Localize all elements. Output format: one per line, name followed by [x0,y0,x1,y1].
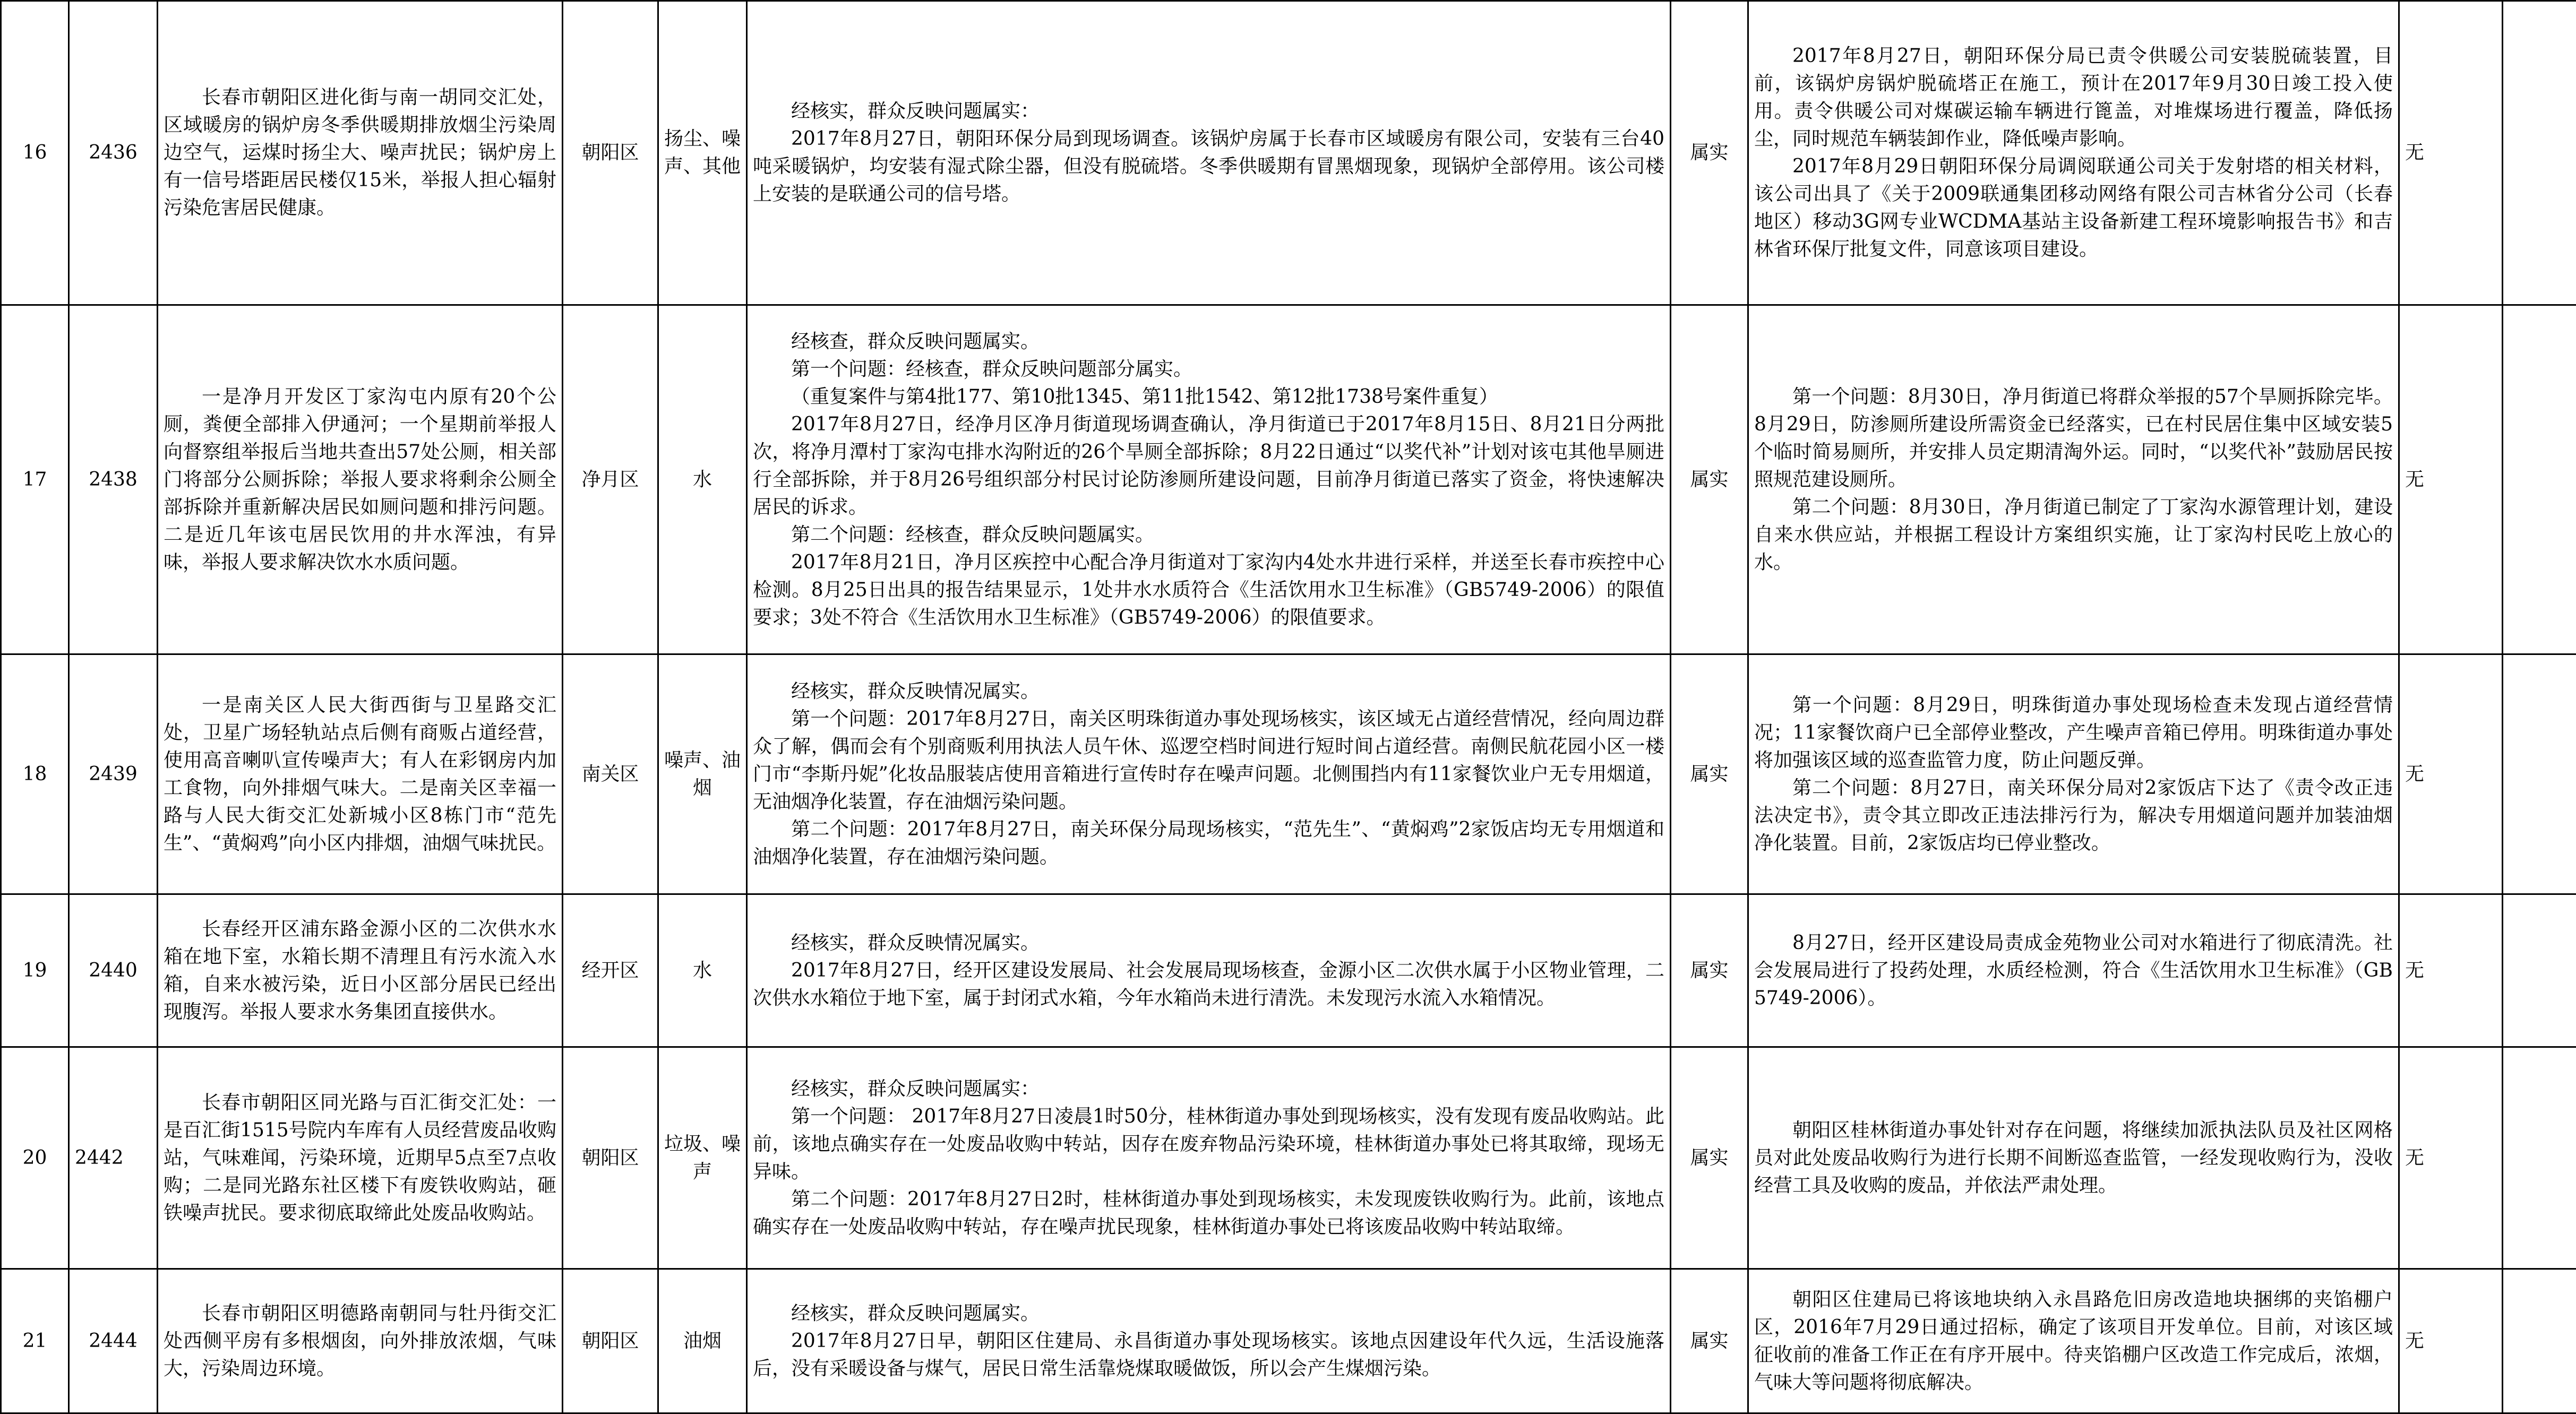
investigation-paragraph: 第二个问题：2017年8月27日，南关环保分局现场核实，“范先生”、“黄焖鸡”2家饭店均无专用烟道和油烟净化装置，存在油烟污染问题。 [753,816,1664,871]
handling-cell [1748,1,2399,305]
investigation-paragraph: 第二个问题：经核查，群众反映问题属实。 [753,521,1664,549]
investigation-paragraph: 2017年8月21日，净月区疾控中心配合净月街道对丁家沟内4处水井进行采样，并送至长春市疾控中心检测。8月25日出具的报告结果显示，1处井水水质符合《生活饮用水卫生标准》（GB5749-2006）的限值要求；3处不符合《生活饮用水卫生标准》（GB5749-2006）的限值要求。 [753,549,1664,632]
table-row [1,1047,2576,1269]
remarks-cell [2503,894,2576,1047]
row-number-cell: 17 [1,305,69,654]
table-row [1,1,2576,305]
investigation-paragraph: 经核实，群众反映情况属实。 [753,929,1664,957]
investigation-cell [747,1269,1671,1413]
complaint-cell [158,1047,563,1269]
complaint-cell [158,1269,563,1413]
case-id-cell: 2444 [69,1269,158,1413]
table-row [1,1269,2576,1413]
handling-cell [1748,1047,2399,1269]
verdict-cell: 属实 [1671,1269,1748,1413]
handling-paragraph: 朝阳区住建局已将该地块纳入永昌路危旧房改造地块捆绑的夹馅棚户区，2016年7月29日通过招标，确定了该项目开发单位。目前，对该区域征收前的准备工作正在有序开展中。待夹馅棚户区改造工作完成后，浓烟，气味大等问题将彻底解决。 [1754,1286,2393,1396]
handling-paragraph: 第一个问题：8月29日，明珠街道办事处现场检查未发现占道经营情况；11家餐饮商户已全部停业整改，产生噪声音箱已停用。明珠街道办事处将加强该区域的巡查监管力度，防止问题反弹。 [1754,692,2393,774]
investigation-cell [747,894,1671,1047]
handling-paragraph: 第二个问题：8月30日，净月街道已制定了丁家沟水源管理计划，建设自来水供应站，并根据工程设计方案组织实施，让丁家沟村民吃上放心的水。 [1754,494,2393,576]
remarks-cell [2503,1047,2576,1269]
complaint-cell [158,1,563,305]
handling-cell [1748,1269,2399,1413]
row-number-cell: 20 [1,1047,69,1269]
complaint-text: 长春市朝阳区同光路与百汇街交汇处：一是百汇街1515号院内车库有人员经营废品收购站，气味难闻，污染环境，近期早5点至7点收购；二是同光路东社区楼下有废铁收购站，砸铁噪声扰民。要求彻底取缔此处废品收购站。 [164,1089,556,1227]
case-id-cell: 2436 [69,1,158,305]
investigation-paragraph: 经核实，群众反映情况属实。 [753,678,1664,705]
investigation-paragraph: （重复案件与第4批177、第10批1345、第11批1542、第12批1738号案件重复） [753,383,1664,411]
table-body [1,1,2576,1413]
handling-cell [1748,305,2399,654]
category-cell: 水 [658,305,747,654]
handling-paragraph: 朝阳区桂林街道办事处针对存在问题，将继续加派执法队员及社区网格员对此处废品收购行为进行长期不间断巡查监管，一经发现收购行为，没收经营工具及收购的废品，并依法严肃处理。 [1754,1117,2393,1200]
handling-paragraph: 第一个问题：8月30日，净月街道已将群众举报的57个旱厕拆除完毕。8月29日，防渗厕所建设所需资金已经落实，已在村民居住集中区域安装5个临时简易厕所，并安排人员定期清淘外运。同时，“以奖代补”鼓励居民按照规范建设厕所。 [1754,383,2393,494]
verdict-cell: 属实 [1671,1,1748,305]
accountability-cell: 无 [2399,1269,2503,1413]
handling-cell [1748,894,2399,1047]
case-id-cell: 2440 [69,894,158,1047]
category-cell: 垃圾、噪声 [658,1047,747,1269]
complaint-text: 长春市朝阳区进化街与南一胡同交汇处，区域暖房的锅炉房冬季供暖期排放烟尘污染周边空气，运煤时扬尘大、噪声扰民；锅炉房上有一信号塔距居民楼仅15米，举报人担心辐射污染危害居民健康。 [164,84,556,222]
investigation-paragraph: 第一个问题：2017年8月27日，南关区明珠街道办事处现场核实，该区域无占道经营情况，经向周边群众了解，偶而会有个别商贩利用执法人员午休、巡逻空档时间进行短时间占道经营。南侧民航花园小区一楼门市“李斯丹妮”化妆品服装店使用音箱进行宣传时存在噪声问题。北侧围挡内有11家餐饮业户无专用烟道，无油烟净化装置，存在油烟污染问题。 [753,705,1664,816]
accountability-cell: 无 [2399,894,2503,1047]
district-cell: 朝阳区 [563,1,658,305]
complaint-text: 一是南关区人民大街西街与卫星路交汇处，卫星广场轻轨站点后侧有商贩占道经营，使用高音喇叭宣传噪声大；有人在彩钢房内加工食物，向外排烟气味大。二是南关区幸福一路与人民大街交汇处新城小区8栋门市“范先生”、“黄焖鸡”向小区内排烟，油烟气味扰民。 [164,692,556,857]
table-row [1,894,2576,1047]
category-cell: 噪声、油烟 [658,654,747,894]
table-row [1,305,2576,654]
verdict-cell: 属实 [1671,654,1748,894]
district-cell: 经开区 [563,894,658,1047]
handling-paragraph: 2017年8月29日朝阳环保分局调阅联通公司关于发射塔的相关材料，该公司出具了《关于2009联通集团移动网络有限公司吉林省分公司（长春地区）移动3G网专业WCDMA基站主设备新建工程环境影响报告书》和吉林省环保厅批复文件，同意该项目建设。 [1754,153,2393,263]
investigation-paragraph: 经核实，群众反映问题属实： [753,98,1664,125]
investigation-paragraph: 2017年8月27日，朝阳环保分局到现场调查。该锅炉房属于长春市区域暖房有限公司，安装有三台40吨采暖锅炉，均安装有湿式除尘器，但没有脱硫塔。冬季供暖期有冒黑烟现象，现锅炉全部停用。该公司楼上安装的是联通公司的信号塔。 [753,125,1664,208]
remarks-cell [2503,1269,2576,1413]
verdict-cell: 属实 [1671,894,1748,1047]
investigation-cell [747,305,1671,654]
district-cell: 南关区 [563,654,658,894]
verdict-cell: 属实 [1671,305,1748,654]
handling-paragraph: 8月27日，经开区建设局责成金苑物业公司对水箱进行了彻底清洗。社会发展局进行了投药处理，水质经检测，符合《生活饮用水卫生标准》（GB5749-2006）。 [1754,929,2393,1012]
investigation-cell [747,1047,1671,1269]
remarks-cell [2503,1,2576,305]
accountability-cell: 无 [2399,1047,2503,1269]
complaint-cell [158,894,563,1047]
handling-paragraph: 2017年8月27日，朝阳环保分局已责令供暖公司安装脱硫装置，目前，该锅炉房锅炉脱硫塔正在施工，预计在2017年9月30日竣工投入使用。责令供暖公司对煤碳运输车辆进行篦盖，对堆煤场进行覆盖，降低扬尘，同时规范车辆装卸作业，降低噪声影响。 [1754,42,2393,153]
investigation-cell [747,654,1671,894]
district-cell: 净月区 [563,305,658,654]
investigation-paragraph: 2017年8月27日早，朝阳区住建局、永昌街道办事处现场核实。该地点因建设年代久远，生活设施落后，没有采暖设备与煤气，居民日常生活靠烧煤取暖做饭，所以会产生煤烟污染。 [753,1327,1664,1383]
accountability-cell: 无 [2399,305,2503,654]
table-row [1,654,2576,894]
case-id-cell: 2438 [69,305,158,654]
handling-paragraph: 第二个问题：8月27日，南关环保分局对2家饭店下达了《责令改正违法决定书》，责令其立即改正违法排污行为，解决专用烟道问题并加装油烟净化装置。目前，2家饭店均已停业整改。 [1754,774,2393,857]
case-id-cell: 2442 [69,1047,158,1269]
investigation-paragraph: 经核实，群众反映问题属实。 [753,1300,1664,1327]
accountability-cell: 无 [2399,1,2503,305]
row-number-cell: 21 [1,1269,69,1413]
row-number-cell: 18 [1,654,69,894]
accountability-cell: 无 [2399,654,2503,894]
investigation-paragraph: 2017年8月27日，经净月区净月街道现场调查确认，净月街道已于2017年8月15日、8月21日分两批次，将净月潭村丁家沟屯排水沟附近的26个旱厕全部拆除；8月22日通过“以奖代补”计划对该屯其他旱厕进行全部拆除，并于8月26号组织部分村民讨论防渗厕所建设问题，目前净月街道已落实了资金，将快速解决居民的诉求。 [753,411,1664,521]
investigation-paragraph: 第一个问题： 2017年8月27日凌晨1时50分，桂林街道办事处到现场核实，没有发现有废品收购站。此前，该地点确实存在一处废品收购中转站，因存在废弃物品污染环境，桂林街道办事处已将其取缔，现场无异味。 [753,1103,1664,1186]
category-cell: 油烟 [658,1269,747,1413]
investigation-paragraph: 2017年8月27日，经开区建设发展局、社会发展局现场核查，金源小区二次供水属于小区物业管理，二次供水水箱位于地下室，属于封闭式水箱，今年水箱尚未进行清洗。未发现污水流入水箱情况。 [753,957,1664,1012]
handling-cell [1748,654,2399,894]
investigation-paragraph: 经核实，群众反映问题属实： [753,1075,1664,1103]
remarks-cell [2503,305,2576,654]
complaint-cell [158,654,563,894]
row-number-cell: 19 [1,894,69,1047]
investigation-cell [747,1,1671,305]
investigation-paragraph: 经核查，群众反映问题属实。 [753,328,1664,356]
complaint-text: 一是净月开发区丁家沟屯内原有20个公厕，粪便全部排入伊通河；一个星期前举报人向督察组举报后当地共查出57处公厕，相关部门将部分公厕拆除；举报人要求将剩余公厕全部拆除并重新解决居民如厕问题和排污问题。二是近几年该屯居民饮用的井水浑浊，有异味，举报人要求解决饮水水质问题。 [164,383,556,576]
district-cell: 朝阳区 [563,1269,658,1413]
row-number-cell: 16 [1,1,69,305]
investigation-paragraph: 第二个问题：2017年8月27日2时，桂林街道办事处到现场核实，未发现废铁收购行为。此前，该地点确实存在一处废品收购中转站，存在噪声扰民现象，桂林街道办事处已将该废品收购中转站取缔。 [753,1186,1664,1241]
verdict-cell: 属实 [1671,1047,1748,1269]
complaint-text: 长春经开区浦东路金源小区的二次供水水箱在地下室，水箱长期不清理且有污水流入水箱，自来水被污染，近日小区部分居民已经出现腹泻。举报人要求水务集团直接供水。 [164,916,556,1026]
category-cell: 水 [658,894,747,1047]
remarks-cell [2503,654,2576,894]
district-cell: 朝阳区 [563,1047,658,1269]
case-id-cell: 2439 [69,654,158,894]
category-cell: 扬尘、噪声、其他 [658,1,747,305]
complaint-text: 长春市朝阳区明德路南朝同与牡丹街交汇处西侧平房有多根烟囱，向外排放浓烟，气味大，污染周边环境。 [164,1300,556,1383]
complaint-cell [158,305,563,654]
investigation-paragraph: 第一个问题：经核查，群众反映问题部分属实。 [753,356,1664,383]
